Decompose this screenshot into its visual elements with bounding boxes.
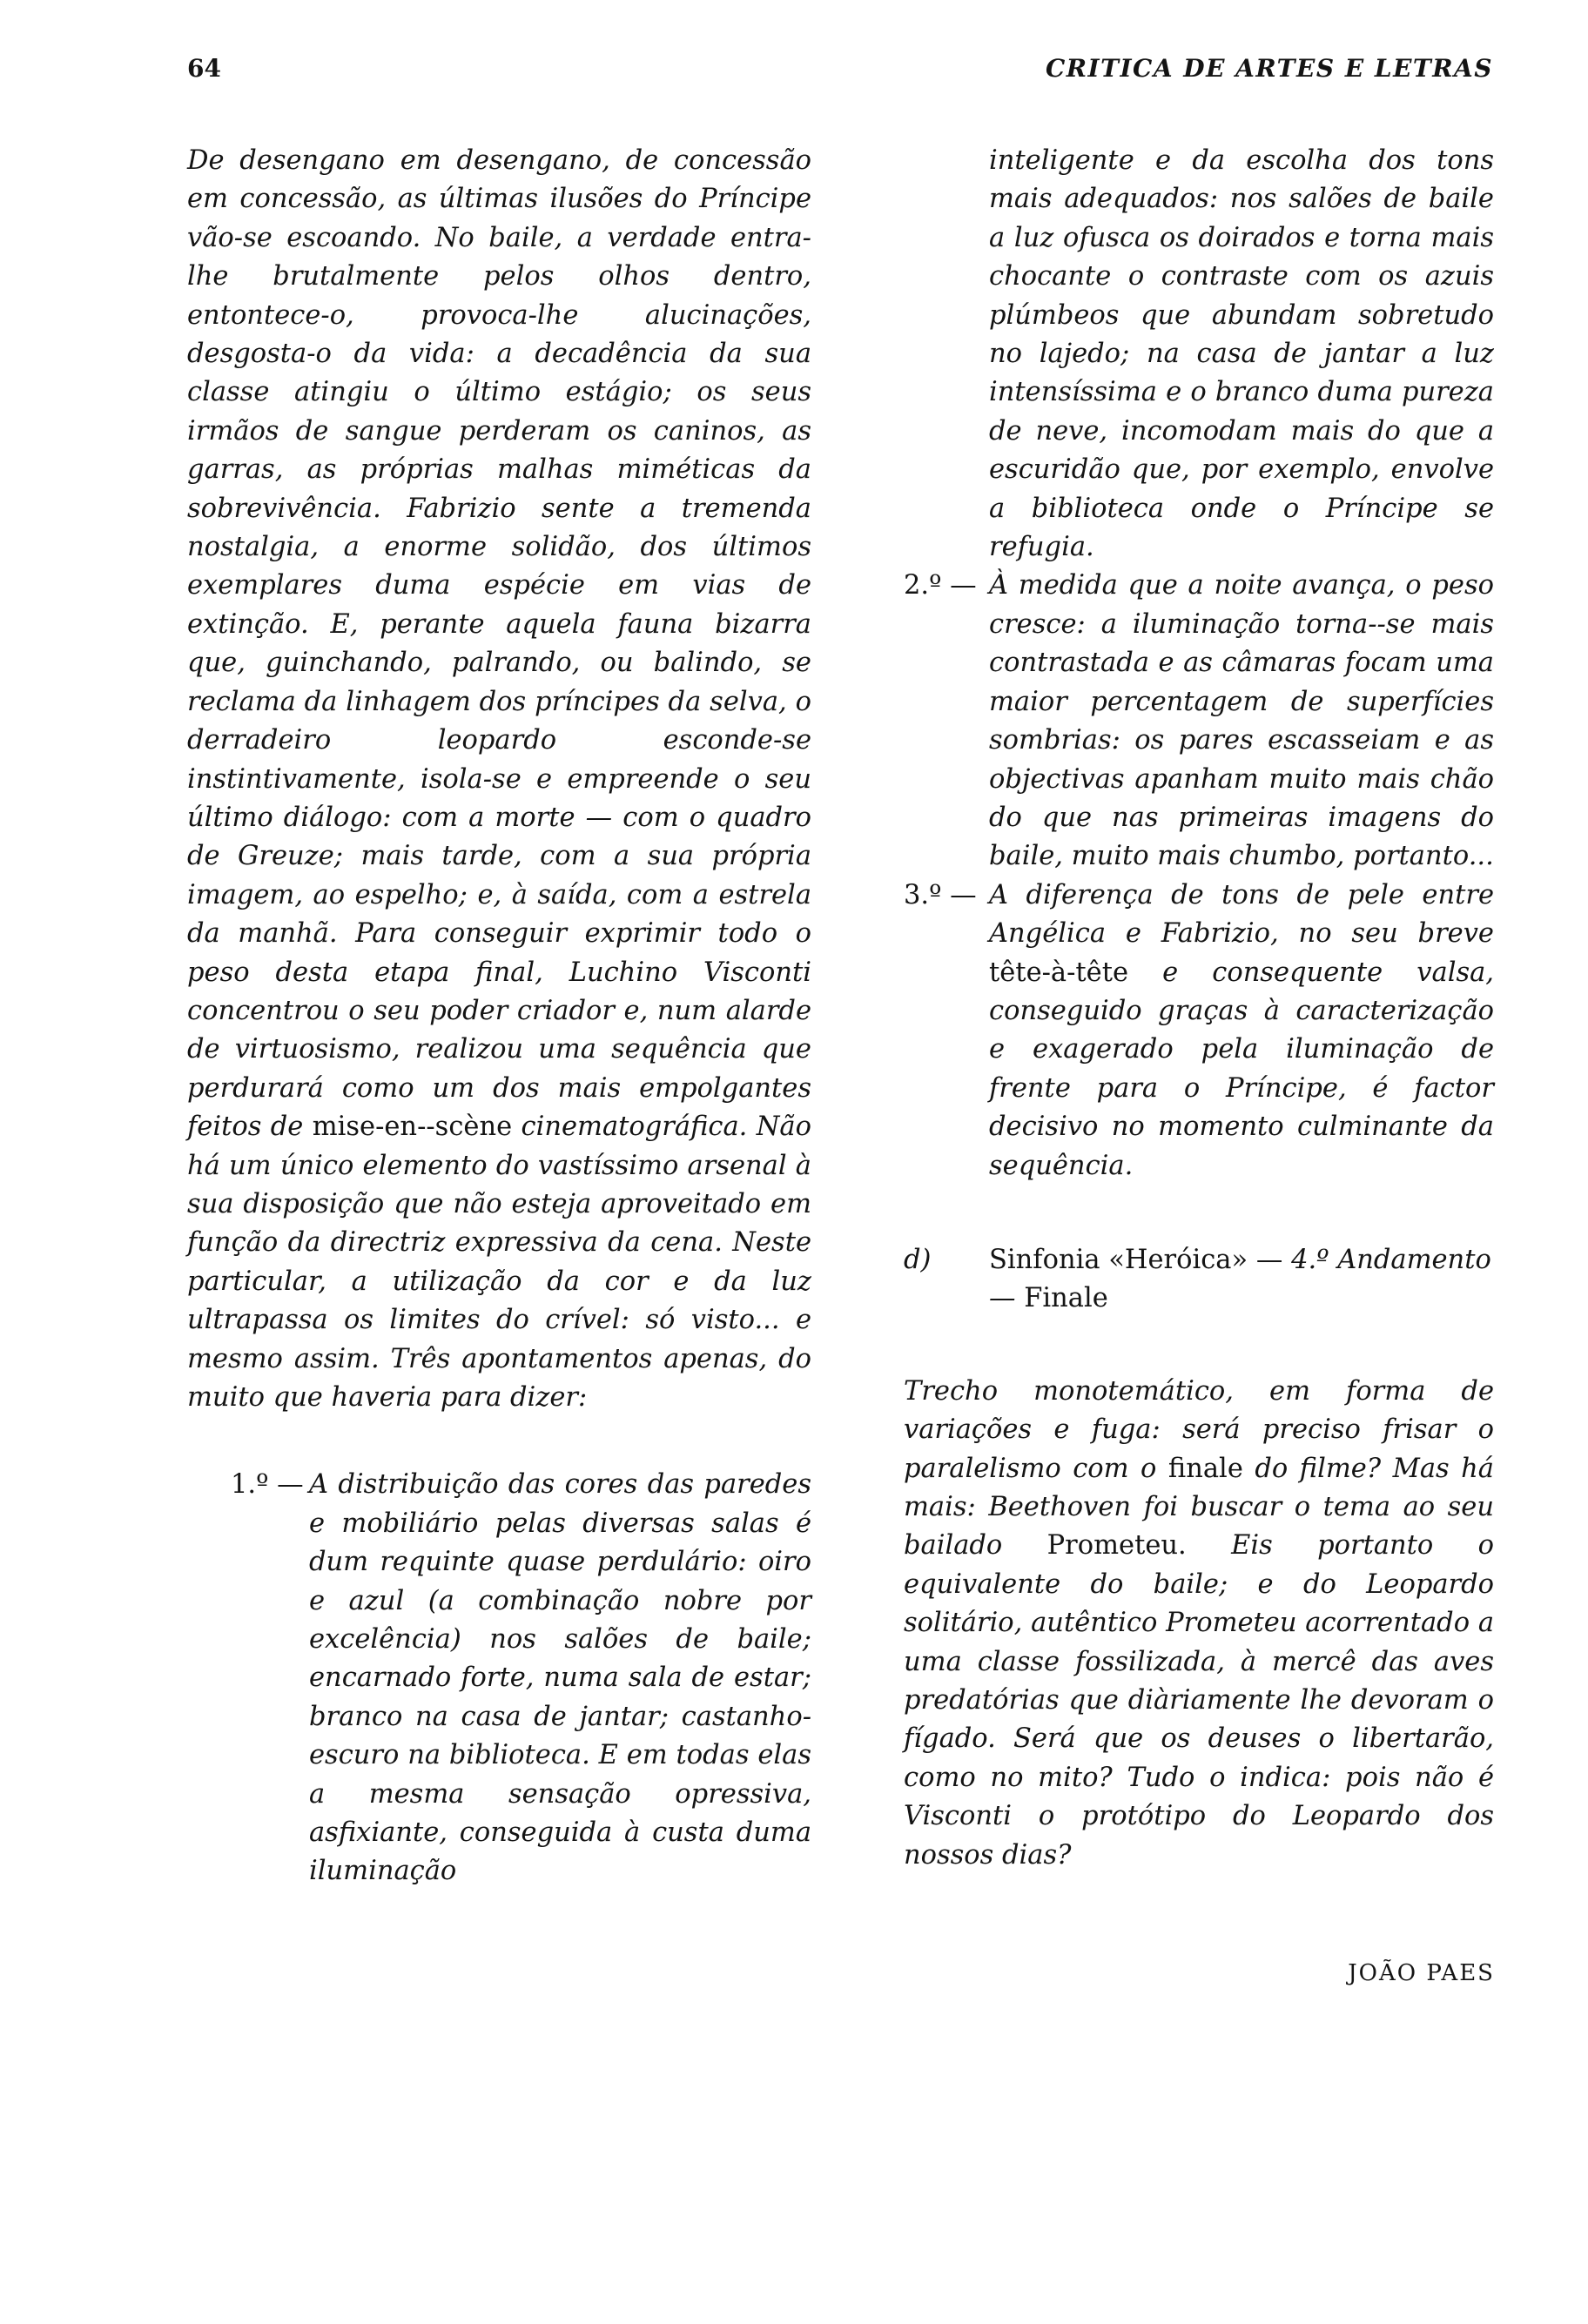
list-item-3 (904, 877, 1494, 1186)
list-item-3-text-b: e consequente valsa, conseguido graças à caracterização e exagerado pela iluminação de frente para o Príncipe, é factor decisivo no momento culminante da sequência. (989, 957, 1494, 1181)
list-item-1-continuation (904, 142, 1494, 567)
right-column (904, 142, 1494, 1875)
mise-en-scene-term: mise-en--scène (312, 1112, 513, 1143)
closing-paragraph-a: Trecho monotemático, em forma de variações e fuga: será preciso frisar o paralelismo com o (904, 1375, 1494, 1484)
list-item-2 (904, 567, 1494, 876)
author-signature: JOÃO PAES (1348, 1960, 1495, 1986)
section-heading (904, 1241, 1494, 1319)
list-item-3-number: 3.º — (904, 879, 977, 910)
running-title: CRITICA DE ARTES E LETRAS (1045, 54, 1493, 83)
section-letter: d) (904, 1244, 932, 1275)
continuation-text: inteligente e da escolha dos tons mais adequados: nos salões de baile a luz ofusca os doirados e torna mais chocante o contraste com os azuis plúmbeos que abundam sobretudo no lajedo; na casa de jantar a luz intensíssima e o branco duma pureza de neve, incomodam mais do que a escuridão que, por exemplo, envolve a biblioteca onde o Príncipe se refugia. (989, 145, 1494, 563)
closing-paragraph (904, 1373, 1494, 1875)
finale-term: finale (1167, 1453, 1243, 1484)
section-title-roman-a: Sinfonia «Heróica» — (989, 1244, 1283, 1275)
list-item-2-text: À medida que a noite avança, o peso cresce: a iluminação torna--se mais contrastada e as câmaras focam uma maior percentagem de superfícies sombrias: os pares escasseiam e as objectivas apanham muito mais chão do que nas primeiras imagens do baile, muito mais chumbo, portanto... (989, 570, 1494, 872)
list-item-3-text (989, 877, 1494, 1186)
main-paragraph-end: cinematográfica. Não há um único elemento do vastíssimo arsenal à sua disposição que não esteja aproveitado em função da directriz expressiva da cena. Neste particular, a utilização da cor e da luz ultrapassa os limites do crível: só visto... e mesmo assim. Três apontamentos apenas, do muito que haveria para dizer: (187, 1112, 811, 1413)
page-header (187, 54, 1493, 92)
list-item-1-text: A distribuição das cores das paredes e mobiliário pelas diversas salas é dum requinte quase perdulário: oiro e azul (a combinação nobre por excelência) nos salões de baile; encarnado forte, numa sala de estar; branco na casa de jantar; castanho-escuro na biblioteca. E em todas elas a mesma sensação opressiva, asfixiante, conseguida à custa duma iluminação (309, 1469, 811, 1887)
prometeu-term: Prometeu. (1046, 1530, 1187, 1562)
list-item-1-number: 1.º — (231, 1469, 304, 1501)
main-paragraph-text: De desengano em desengano, de concessão em concessão, as últimas ilusões do Príncipe vão-se escoando. No baile, a verdade entra-lhe brutalmente pelos olhos dentro, entontece-o, provoca-lhe alucinações, desgosta-o da vida: a decadência da sua classe atingiu o último estágio; os seus irmãos de sangue perderam os caninos, as garras, as próprias malhas miméticas da sobrevivência. Fabrizio sente a tremenda nostalgia, a enorme solidão, dos últimos exemplares duma espécie em vias de extinção. E, perante aquela fauna bizarra que, guinchando, palrando, ou balindo, se reclama da linhagem dos príncipes da selva, o derradeiro leopardo esconde-se instintivamente, isola-se e empreende o seu último diálogo: com a morte — com o quadro de Greuze; mais tarde, com a sua própria imagem, ao espelho; e, à saída, com a estrela da manhã. Para conseguir exprimir todo o peso desta etapa final, Luchino Visconti concentrou o seu poder criador e, num alarde de virtuosismo, realizou uma sequência que perdurará como um dos mais empolgantes feitos de (187, 145, 811, 1143)
tete-a-tete-term: tête-à-tête (989, 957, 1129, 988)
list-item-1 (187, 1466, 811, 1891)
closing-paragraph-b: do filme? Mas há mais: Beethoven foi buscar o tema ao seu bailado (904, 1453, 1494, 1562)
list-item-2-number: 2.º — (904, 570, 977, 601)
main-paragraph (187, 142, 811, 1417)
section-title (989, 1241, 1494, 1319)
section-title-roman-b: Finale (1024, 1283, 1108, 1314)
left-column (187, 142, 811, 1891)
closing-paragraph-c: Eis portanto o equivalente do baile; e do Leopardo solitário, autêntico Prometeu acorrentado a uma classe fossilizada, à mercê das aves predatórias que diàriamente lhe devoram o fígado. Será que os deuses o libertarão, como no mito? Tudo o indica: pois não é Visconti o protótipo do Leopardo dos nossos dias? (904, 1530, 1495, 1871)
section-title-italic: 4.º Andamento — (989, 1244, 1491, 1314)
list-item-3-text-a: A diferença de tons de pele entre Angélica e Fabrizio, no seu breve (989, 879, 1494, 950)
page-number: 64 (187, 54, 221, 83)
